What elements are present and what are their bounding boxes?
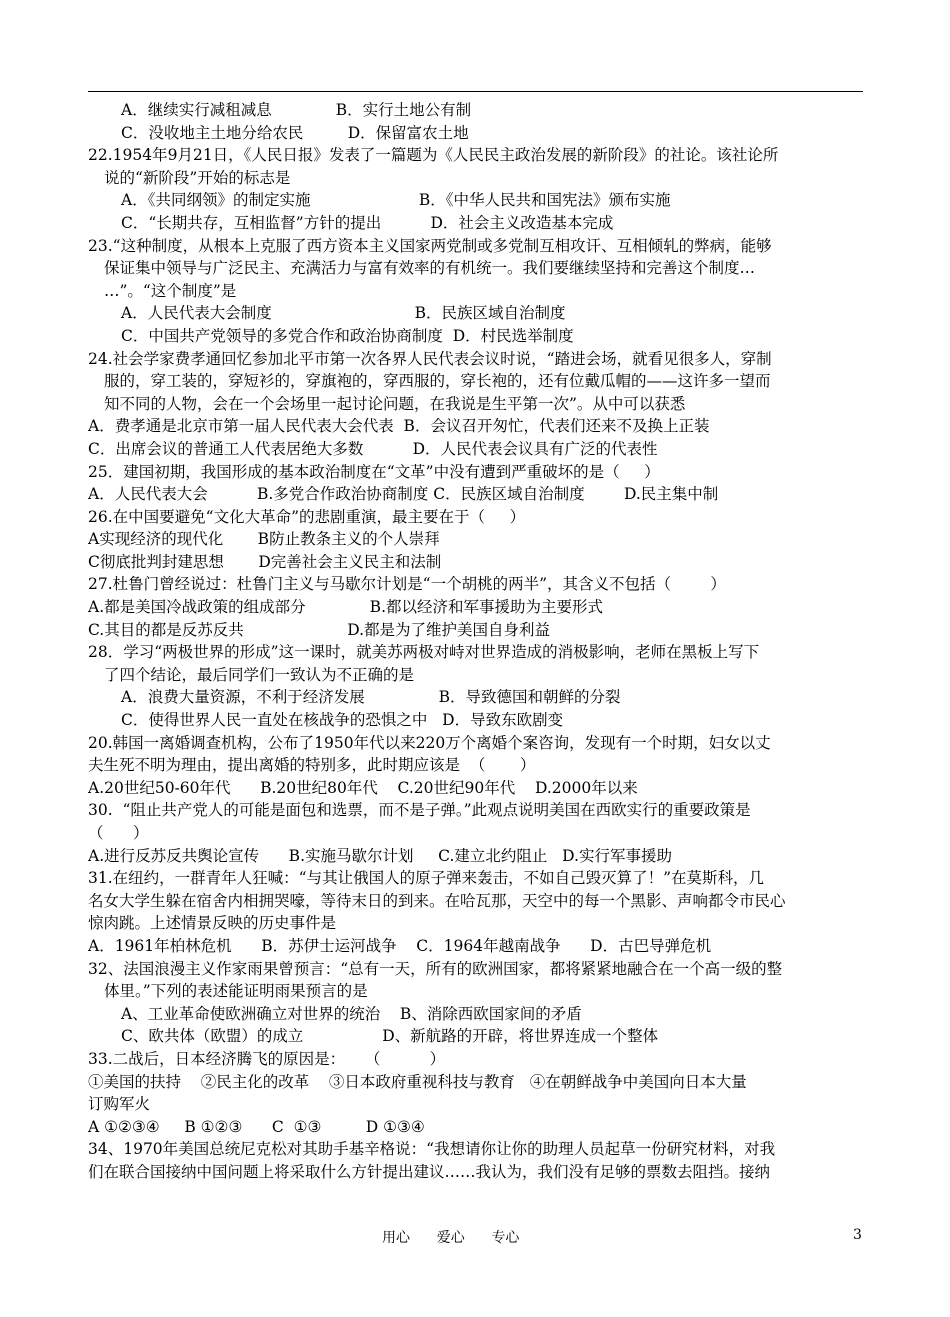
text-line: 24.社会学家费孝通回忆参加北平市第一次各界人民代表会议时说，“踏进会场，就看见很多人，穿制 [88, 349, 772, 368]
text-line: 服的，穿工装的，穿短衫的，穿旗袍的，穿西服的，穿长袍的，还有位戴瓜帽的——这许多一望而 [104, 372, 771, 391]
text-line: （ ） [88, 824, 149, 842]
text-line: 26.在中国要避免“文化大革命”的悲剧重演，最主要在于（ ） [88, 507, 526, 526]
text-line: A．费孝通是北京市第一届人民代表大会代表 B．会议召开匆忙，代表们还来不及换上正装 [88, 417, 710, 436]
text-line: 名女大学生躲在宿舍内相拥哭嚎，等待末日的到来。在哈瓦那，天空中的每一个黑影、声响都令市民心 [88, 891, 786, 910]
text-line: 33.二战后，日本经济腾飞的原因是： （ ） [88, 1049, 446, 1068]
header-rule [88, 91, 863, 92]
text-line: 夫生死不明为理由，提出离婚的特别多，此时期应该是 （ ） [88, 756, 536, 775]
text-line: C、欧共体（欧盟）的成立 D、新航路的开辟，将世界连成一个整体 [121, 1027, 659, 1046]
page-footer [0, 1227, 950, 1249]
text-line: 20.韩国一离婚调查机构，公布了1950年代以来220万个离婚个案咨询，发现有一个时期，妇女以丈 [88, 733, 771, 752]
text-line: C.其目的都是反苏反共 D.都是为了维护美国自身利益 [88, 620, 551, 639]
exam-content [88, 99, 868, 1184]
text-line: 31.在纽约，一群青年人狂喊：“与其让俄国人的原子弹来轰击，不如自己毁灭算了！”在莫斯科，几 [88, 869, 765, 888]
page-number: 3 [853, 1227, 862, 1243]
text-line: A ①②③④ B ①②③ C ①③ D ①③④ [88, 1117, 425, 1136]
text-line: 25．建国初期，我国形成的基本政治制度在“文革”中没有遭到严重破坏的是（ ） [88, 462, 660, 481]
text-line: 体里。”下列的表述能证明雨果预言的是 [104, 982, 368, 1001]
text-line: A．人民代表大会制度 B．民族区域自治制度 [121, 304, 566, 323]
text-line: 惊肉跳。上述情景反映的历史事件是 [88, 914, 337, 933]
text-line: A．人民代表大会 B.多党合作政治协商制度 C．民族区域自治制度 D.民主集中制 [88, 485, 719, 504]
text-line: C彻底批判封建思想 D完善社会主义民主和法制 [88, 552, 442, 571]
text-line: A．浪费大量资源，不利于经济发展 B．导致德国和朝鲜的分裂 [121, 688, 621, 707]
text-line: 保证集中领导与广泛民主、充满活力与富有效率的有机统一。我们要继续坚持和完善这个制度… [104, 259, 756, 278]
text-line: A实现经济的现代化 B防止教条主义的个人崇拜 [88, 530, 440, 549]
text-line: 30. “阻止共产党人的可能是面包和选票，而不是子弹。”此观点说明美国在西欧实行的重要政策是 [88, 801, 751, 820]
text-line: 23.“这种制度，从根本上克服了西方资本主义国家两党制或多党制互相攻讦、互相倾轧的弊病，能够 [88, 236, 772, 255]
text-line: A．继续实行减租减息 B．实行土地公有制 [121, 101, 472, 119]
footer-motto: 用心 爱心 专心 [382, 1230, 520, 1246]
text-line: 订购军火 [88, 1095, 151, 1114]
text-line: 22.1954年9月21日，《人民日报》发表了一篇题为《人民民主政治发展的新阶段》的社论。该社论所 [88, 146, 779, 165]
text-line: C．出席会议的普通工人代表居绝大多数 D．人民代表会议具有广泛的代表性 [88, 439, 658, 458]
text-line: 知不同的人物，会在一个会场里一起讨论问题，在我说是生平第一次”。从中可以获悉 [104, 394, 686, 413]
text-line: C．使得世界人民一直处在核战争的恐惧之中 D．导致东欧剧变 [121, 711, 564, 730]
text-line: 28．学习“两极世界的形成”这一课时，就美苏两极对峙对世界造成的消极影响，老师在黑板上写下 [88, 643, 760, 662]
text-line: C．没收地主土地分给农民 D．保留富农土地 [121, 123, 469, 142]
text-line: C．“长期共存，互相监督”方针的提出 D．社会主义改造基本完成 [121, 213, 614, 232]
text-line: A．1961年柏林危机 B．苏伊士运河战争 C．1964年越南战争 D．古巴导弹危机 [88, 936, 712, 955]
text-line: A、工业革命使欧洲确立对世界的统治 B、消除西欧国家间的矛盾 [121, 1004, 582, 1023]
text-line: 说的“新阶段”开始的标志是 [104, 168, 291, 187]
text-line: A.进行反苏反共舆论宣传 B.实施马歇尔计划 C.建立北约阻止 D.实行军事援助 [88, 846, 672, 865]
text-line: 了四个结论，最后同学们一致认为不正确的是 [104, 665, 415, 684]
text-line: A.20世纪50-60年代 B.20世纪80年代 C.20世纪90年代 D.2000年以来 [88, 778, 638, 797]
text-line: 34、1970年美国总统尼克松对其助手基辛格说：“我想请你让你的助理人员起草一份研究材料，对我 [88, 1140, 776, 1159]
text-line: C．中国共产党领导的多党合作和政治协商制度 D．村民选举制度 [121, 326, 574, 345]
text-line: ①美国的扶持 ②民主化的改革 ③日本政府重视科技与教育 ④在朝鲜战争中美国向日本大量 [88, 1072, 747, 1091]
text-line: 们在联合国接纳中国问题上将采取什么方针提出建议……我认为，我们没有足够的票数去阻挡。接纳 [88, 1162, 771, 1181]
text-line: 27.杜鲁门曾经说过：杜鲁门主义与马歇尔计划是“一个胡桃的两半”，其含义不包括（ ） [88, 575, 726, 594]
text-line: 32、法国浪漫主义作家雨果曾预言：“总有一天，所有的欧洲国家，都将紧紧地融合在一个高一级的整 [88, 959, 783, 978]
text-line: …”。“这个制度”是 [104, 281, 237, 300]
text-line: A．《共同纲领》的制定实施 B．《中华人民共和国宪法》颁布实施 [121, 191, 671, 210]
text-line: A.都是美国冷战政策的组成部分 B.都以经济和军事援助为主要形式 [88, 598, 603, 617]
